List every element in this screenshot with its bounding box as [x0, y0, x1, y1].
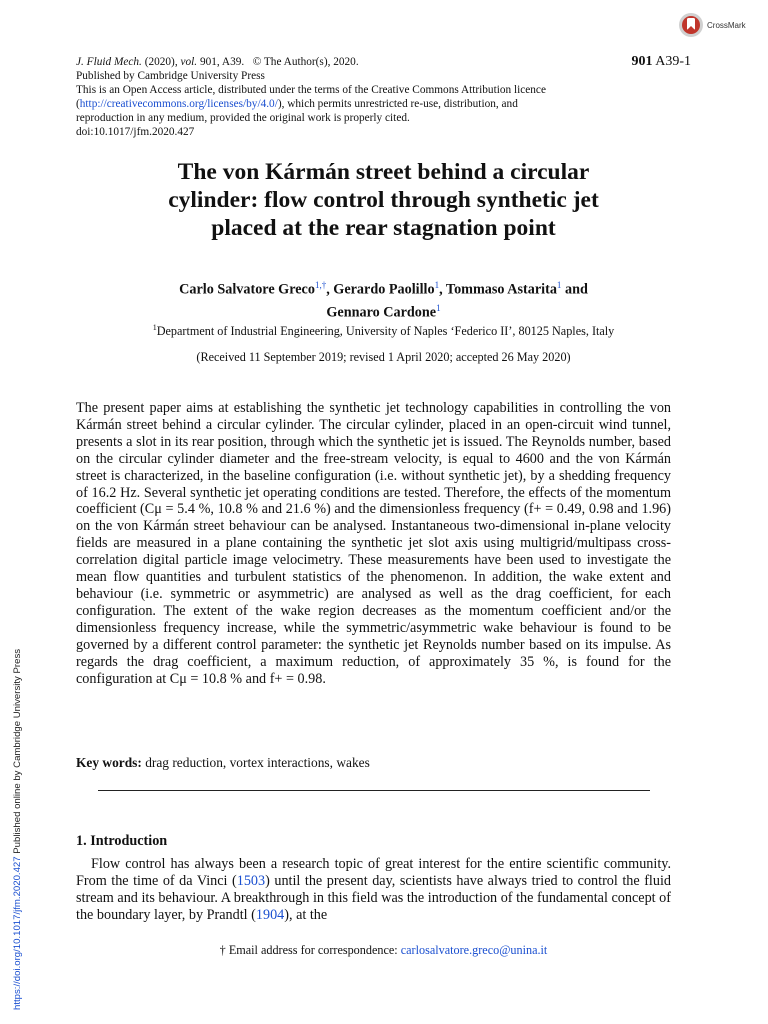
citation-link[interactable]: 1904 — [255, 906, 285, 923]
doi-line: doi:10.1017/jfm.2020.427 — [76, 126, 195, 138]
license-line-3: reproduction in any medium, provided the original work is properly cited. — [76, 112, 410, 124]
copyright-notice: © The Author(s), 2020. — [252, 56, 359, 68]
author-4: Gennaro Cardone — [326, 304, 437, 321]
affiliation-number: 1 — [152, 323, 157, 332]
citation — [76, 55, 359, 69]
author-1-affil-link[interactable]: 1,† — [314, 280, 327, 290]
correspondence-footnote — [76, 942, 691, 958]
abstract-line: 16.2 Hz. Several synthetic jet operating conditions are tested. Therefore, the effects of the — [91, 484, 603, 501]
author-2-affil-link[interactable]: 1 — [434, 280, 440, 290]
author-2: , Gerardo Paolillo — [326, 281, 435, 298]
license-line-2-rest: ), which permits unrestricted re-use, distribution, and — [277, 98, 518, 110]
author-3: , Tommaso Astarita — [439, 281, 557, 298]
title-line-3: placed at the rear stagnation point — [211, 215, 556, 241]
crossmark-logo[interactable] — [678, 12, 746, 38]
keywords-label: Key words: — [76, 755, 142, 770]
page-code — [631, 55, 691, 69]
paper-title — [76, 158, 691, 242]
citation-link[interactable]: 1503 — [236, 872, 266, 889]
author-list — [76, 276, 691, 321]
correspondence-email-link[interactable]: carlosalvatore.greco@unina.it — [400, 943, 548, 957]
abstract-line: (i.e. symmetric or asymmetric) are analysed as well as the drag coefficient, for each — [140, 585, 671, 602]
title-line-1: The von Kármán street behind a circular — [177, 159, 590, 185]
citation-vol-word: vol. — [180, 56, 198, 68]
section-divider — [98, 790, 650, 791]
abstract-line: and/or the dimensionless frequency increase, while the symmetric/asymmetric wake — [76, 602, 671, 636]
intro-paragraph — [76, 856, 671, 924]
abstract-line: behaviour is found to be governed by a different control parameter: the synthetic jet — [76, 619, 672, 653]
abstract-line: (f+ = 0.49, 0.98 and 1.96) on the von Kármán street behaviour can be analysed. — [76, 501, 672, 535]
license-link[interactable]: http://creativecommons.org/licenses/by/4.0/ — [79, 98, 278, 110]
license-line-2 — [76, 97, 691, 111]
abstract-line: controlling the von Kármán street behind a circular cylinder. The circular cylinder, placed — [76, 400, 672, 433]
abstract-line: Reynolds number based on its impulse. As regards the drag coefficient, a maximum — [76, 636, 671, 670]
abstract — [76, 400, 671, 687]
citation-year: (2020), — [144, 56, 178, 68]
title-line-2: cylinder: flow control through synthetic jet — [168, 187, 599, 213]
author-1: Carlo Salvatore Greco — [179, 281, 315, 298]
affiliation-text: Department of Industrial Engineering, University of Naples ‘Federico II’, 80125 Naples, Italy — [156, 324, 615, 339]
citation-line — [76, 55, 691, 69]
journal-name: J. Fluid Mech. — [76, 56, 142, 68]
journal-header — [76, 55, 691, 139]
author-and: and — [561, 281, 588, 298]
affiliation — [76, 320, 691, 339]
abstract-line: Instantaneous two-dimensional in-plane velocity fields are measured in a plane containing — [76, 518, 671, 552]
author-line-2 — [76, 299, 691, 322]
section-heading — [76, 832, 167, 850]
abstract-line: the synthetic jet slot axis using multigrid/multipass cross-correlation digital particle image — [76, 535, 671, 569]
abstract-line: synthetic jet is issued. The Reynolds number, based on the circular cylinder diameter and — [76, 433, 671, 467]
abstract-line: configuration. The extent of the wake region decreases as the momentum coefficient — [76, 602, 602, 619]
sidebar-doi-link[interactable]: https://doi.org/10.1017/jfm.2020.427 — [12, 856, 23, 1010]
keywords — [76, 754, 671, 771]
citation-volume: 901, A39. — [199, 56, 245, 68]
crossmark-icon — [678, 12, 704, 38]
license-line-1: This is an Open Access article, distributed under the terms of the Creative Commons Attribution licence — [76, 84, 546, 96]
section-number: 1. — [76, 833, 87, 849]
footnote-dagger: † — [219, 943, 226, 957]
vertical-doi-strip — [12, 649, 23, 1010]
license-open-paren: ( — [76, 98, 80, 110]
abstract-line: the free-stream velocity, is equal to 4600 and the von Kármán street is characterized, — [76, 450, 672, 484]
intro-text: ) until the present day, scientists have always tried to control the fluid stream and its behaviour. A breakthrough in this field was the introduction of the fundamental concept of the boundary layer, by Prandtl ( — [76, 872, 671, 923]
abstract-line: and turbulent statistics of the phenomenon. In addition, the wake extent and behaviour — [76, 569, 671, 602]
abstract-line: The present paper aims at establishing the synthetic jet technology capabilities in — [76, 400, 555, 416]
intro-text: ), at the — [284, 906, 328, 923]
page-volume-number: 901 — [631, 54, 653, 69]
abstract-line: in an open-circuit wind tunnel, presents a slot in its rear position, through which the — [76, 416, 672, 450]
author-line-1 — [76, 276, 691, 299]
section-title: Introduction — [90, 833, 168, 849]
crossmark-label: CrossMark — [707, 20, 746, 30]
author-3-affil-link[interactable]: 1 — [556, 280, 562, 290]
abstract-line: f+ = 0.98. — [269, 670, 326, 687]
received-dates: (Received 11 September 2019; revised 1 April 2020; accepted 26 May 2020) — [196, 350, 571, 364]
page-article-code: A39-1 — [655, 54, 691, 69]
abstract-line: in the baseline configuration (i.e. without synthetic jet), by a shedding frequency of — [76, 467, 672, 501]
footnote-text: Email address for correspondence: — [228, 943, 401, 957]
publisher-line: Published by Cambridge University Press — [76, 70, 265, 82]
sidebar-text: Published online by Cambridge University Press — [12, 648, 23, 857]
intro-text: Flow control has always been a research topic of great interest for the entire scientific community. From the time of da Vinci ( — [76, 856, 671, 889]
abstract-line: reduction, of approximately 35 %, is found for the configuration at Cμ = 10.8 % and — [76, 653, 671, 687]
keywords-text: drag reduction, vortex interactions, wakes — [145, 755, 370, 770]
abstract-line: momentum coefficient (Cμ = 5.4 %, 10.8 % and 21.6 %) and the dimensionless frequency — [76, 484, 671, 518]
author-4-affil-link[interactable]: 1 — [436, 302, 441, 313]
abstract-line: velocimetry. These measurements have been used to investigate the mean flow quantities — [76, 552, 671, 586]
